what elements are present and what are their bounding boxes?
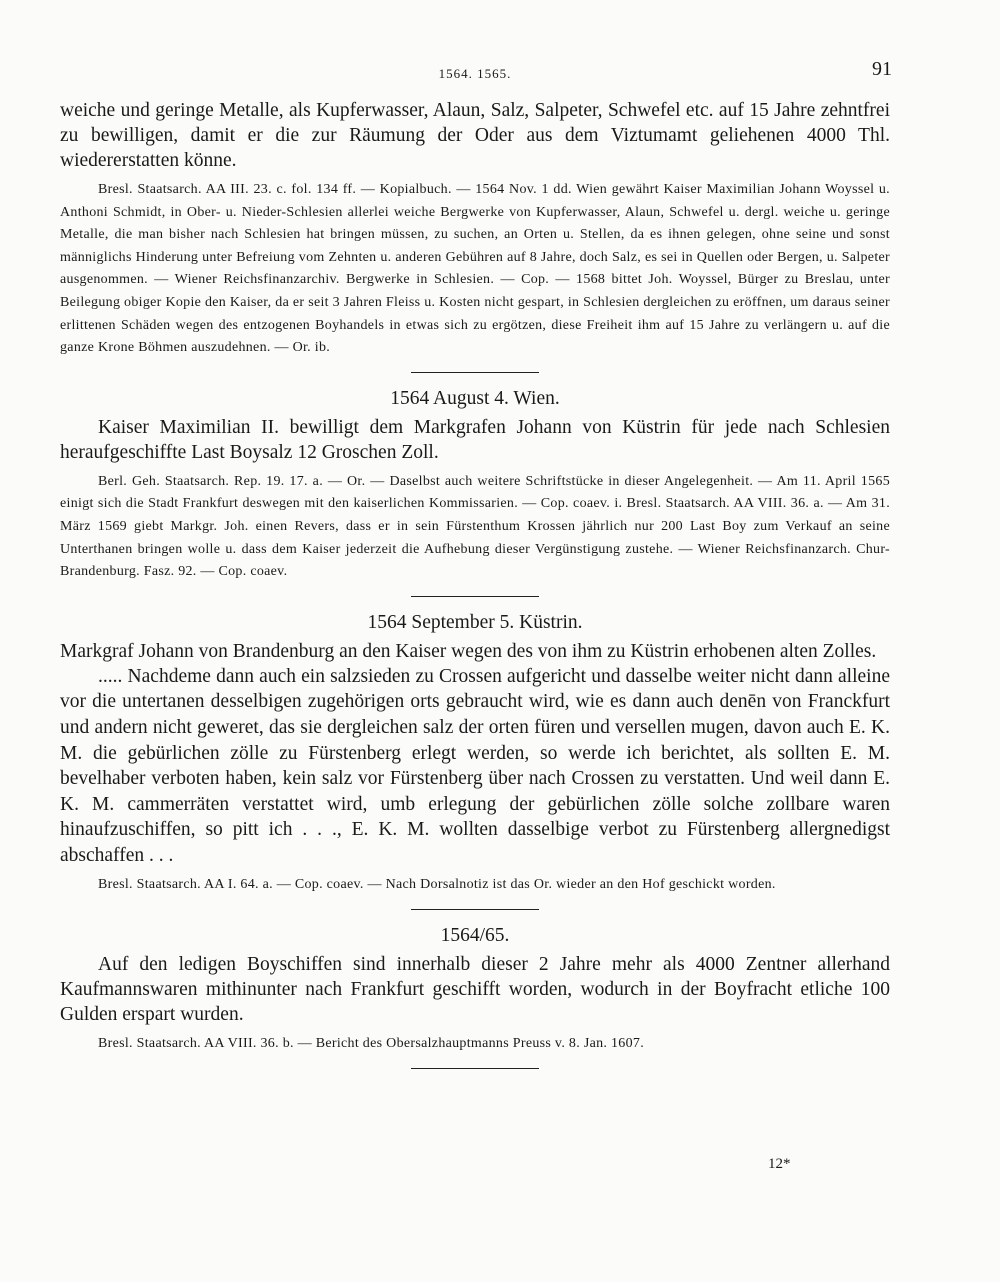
entry-heading: 1564 August 4. Wien. xyxy=(390,387,560,409)
main-paragraph: Markgraf Johann von Brandenburg an den Kaiser wegen des von ihm zu Küstrin erhobenen alten Zolles. xyxy=(60,640,877,662)
main-paragraph: weiche und geringe Metalle, als Kupferwasser, Alaun, Salz, Salpeter, Schwefel etc. auf 15 Jahre zehntfrei zu bewilligen, damit er die zur Räumung der Oder aus dem Viztumamt geliehenen 4000 Thl. wiedererstatten könne. xyxy=(60,100,890,171)
main-paragraph: Kaiser Maximilian II. bewilligt dem Markgrafen Johann von Küstrin für jede nach Schlesien heraufgeschiffte Last Boysalz 12 Groschen Zoll. xyxy=(60,416,890,463)
entry-heading: 1564 September 5. Küstrin. xyxy=(367,611,583,633)
page-content xyxy=(60,98,890,1083)
section-divider xyxy=(411,372,539,373)
page-number: 91 xyxy=(872,58,892,80)
signature-mark: 12* xyxy=(768,1156,791,1172)
source-note: Berl. Geh. Staatsarch. Rep. 19. 17. a. — Or. — Daselbst auch weitere Schriftstücke in dieser Angelegenheit. — Am 11. April 1565 einigt sich die Stadt Frankfurt deswegen mit den kaiserlichen Kommissarien. — Cop. coaev. i. Bresl. Staatsarch. AA VIII. 36. a. — Am 31. März 1569 giebt Markgr. Joh. einen Revers, dass er in sein Fürstenthum Krossen jährlich nur 200 Last Boy zum Verkauf an seine Unterthanen bringen wolle u. dass dem Kaiser jederzeit die Aufhebung dieser Vergünstigung zustehe. — Wiener Reichsfinanzarch. Chur-Brandenburg. Fasz. 92. — Cop. coaev. xyxy=(60,473,890,580)
running-head: 1564. 1565. xyxy=(438,66,512,81)
source-note: Bresl. Staatsarch. AA III. 23. c. fol. 134 ff. — Kopialbuch. — 1564 Nov. 1 dd. Wien gewährt Kaiser Maximilian Johann Woyssel u. Anthoni Schmidt, in Ober- u. Nieder-Schlesien allerlei weiche Bergwerke von Kupferwasser, Alaun, Schwefel u. dergl. weiche u. geringe Metalle, die man bisher nach Schlesien hat bringen müssen, zu suchen, an Orten u. Stellen, da es ihnen gelegen, ohne seine und sonst männiglichs Hinderung unter Befreiung vom Zehnten u. anderen Gebühren auf 8 Jahre, doch Salz, es sei in Quellen oder Bergen, u. Salpeter ausgenommen. — Wiener Reichsfinanzarchiv. Bergwerke in Schlesien. — Cop. — 1568 bittet Joh. Woyssel, Bürger zu Breslau, unter Beilegung obiger Kopie den Kaiser, da er seit 3 Jahren Fleiss u. Kosten nicht gespart, in Schlesien dergleichen zu eröffnen, um daraus seiner erlittenen Schäden wegen des entzogenen Boyhandels in etwas sich zu ergötzen, diese Freiheit ihm auf 15 Jahre zu verlängern u. auf die ganze Krone Böhmen auszudehnen. — Or. ib. xyxy=(60,182,890,356)
main-paragraph: Auf den ledigen Boyschiffen sind innerhalb dieser 2 Jahre mehr als 4000 Zentner allerhand Kaufmannswaren mithinunter nach Frankfurt geschifft worden, wodurch in der Boyfracht etliche 100 Gulden erspart wurden. xyxy=(60,954,890,1026)
section-divider xyxy=(411,1068,539,1069)
source-note: Bresl. Staatsarch. AA VIII. 36. b. — Bericht des Obersalzhauptmanns Preuss v. 8. Jan. 1607. xyxy=(98,1036,644,1052)
section-divider xyxy=(411,909,539,910)
section-divider xyxy=(411,596,539,597)
source-note: Bresl. Staatsarch. AA I. 64. a. — Cop. coaev. — Nach Dorsalnotiz ist das Or. wieder an den Hof geschickt worden. xyxy=(98,877,776,893)
quoted-text: ..... Nachdeme dann auch ein salzsieden zu Crossen aufgericht und dasselbe weiter nicht dann alleine vor die untertanen desselbigen zugehörigen orts gebraucht wird, wie es dann auch denēn von Franckfurt und andern nicht geweret, das sie dergleichen salz der orten füren und versellen mugen, davon auch E. K. M. die gebürlichen zölle zu Fürstenberg erlegt werden, so werde ich berichtet, als sollten E. M. bevelhaber verboten haben, kein salz vor Fürstenberg über nach Crossen zu verstatten. Und weil dann E. K. M. cammerräten verstattet wird, umb erlegung der gebürlichen zölle solche zollbare waren hinaufzuschiffen, so pitt ich . . ., E. K. M. wollten dasselbige verbot zu Fürstenberg allergnedigst abschaffen . . . xyxy=(60,665,890,866)
entry-heading: 1564/65. xyxy=(440,925,510,947)
page-header xyxy=(60,58,890,88)
